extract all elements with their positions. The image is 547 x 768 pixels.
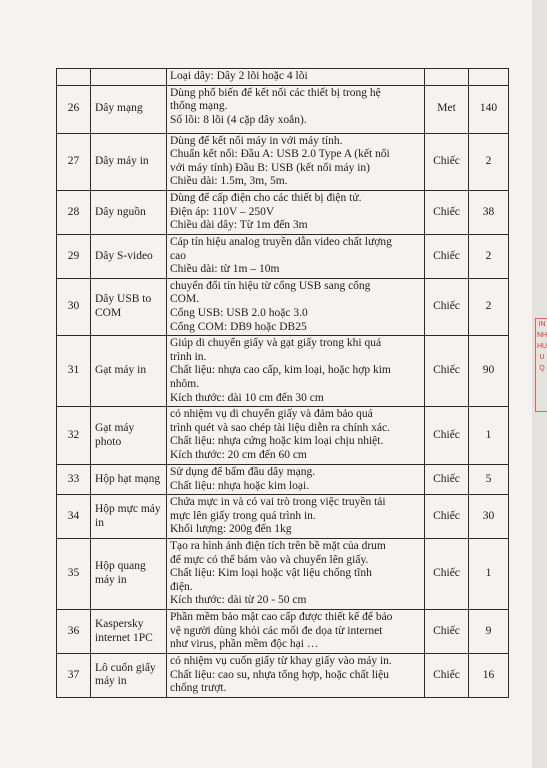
table-row [57, 539, 509, 610]
description-line: Dùng để kết nối máy in với máy tính. [170, 134, 343, 147]
description-line: Cáp tín hiệu analog truyền dẫn video chất lượng [170, 235, 392, 248]
description-line: Kích thước: dài 10 cm đến 30 cm [170, 391, 324, 404]
quantity-cell: 5 [469, 465, 509, 495]
stt-cell: 37 [57, 654, 91, 698]
description-line: vệ người dùng khỏi các mối đe dọa từ internet [170, 624, 383, 637]
description-cell [167, 336, 425, 407]
description-cell [167, 278, 425, 335]
description-cell [167, 133, 425, 190]
stt-cell: 29 [57, 234, 91, 278]
description-line: Dùng để cấp điện cho các thiết bị điện tử. [170, 191, 362, 204]
quantity-cell: 2 [469, 133, 509, 190]
description-cell [167, 610, 425, 654]
unit-cell [425, 69, 469, 86]
unit-cell: Chiếc [425, 465, 469, 495]
table-row [57, 465, 509, 495]
item-name-cell: Hộp hạt mạng [91, 465, 167, 495]
item-name-cell: Gạt máy in [91, 336, 167, 407]
unit-cell: Chiếc [425, 336, 469, 407]
quantity-cell: 140 [469, 85, 509, 133]
description-line: Kích thước: dài từ 20 - 50 cm [170, 594, 307, 607]
description-line: Kích thước: 20 cm đến 60 cm [170, 448, 307, 461]
table-row [57, 407, 509, 465]
stt-cell: 26 [57, 85, 91, 133]
table-row [57, 85, 509, 133]
description-line: Chất liệu: nhựa cứng hoặc kim loại chịu nhiệt. [170, 435, 384, 448]
description-line: Chất liệu: Kim loại hoặc vật liệu chống tĩnh [170, 567, 372, 580]
quantity-cell: 90 [469, 336, 509, 407]
unit-cell: Chiếc [425, 190, 469, 234]
description-line: Chiều dài dây: Từ 1m đến 3m [170, 219, 308, 232]
description-line: chuyển đổi tín hiệu từ cổng USB sang cổng [170, 279, 371, 292]
description-line: có nhiệm vụ di chuyển giấy và đảm bảo quá [170, 408, 373, 421]
unit-cell: Chiếc [425, 407, 469, 465]
description-line: Chứa mực in và có vai trò trong việc truyền tải [170, 496, 386, 509]
description-line: Chất liệu: nhựa hoặc kim loại. [170, 479, 310, 492]
table-row [57, 336, 509, 407]
unit-cell: Chiếc [425, 234, 469, 278]
unit-cell: Met [425, 85, 469, 133]
item-name-cell: Gạt máy photo [91, 407, 167, 465]
stt-cell: 30 [57, 278, 91, 335]
unit-cell: Chiếc [425, 133, 469, 190]
description-line: Chiều dài: từ 1m – 10m [170, 263, 280, 276]
item-name-cell: Kaspersky internet 1PC [91, 610, 167, 654]
description-cell [167, 495, 425, 539]
description-cell [167, 465, 425, 495]
description-line: như virus, phần mềm độc hại … [170, 638, 319, 651]
table-row [57, 495, 509, 539]
quantity-cell: 2 [469, 278, 509, 335]
description-line: để mực có thể bám vào và chuyển lên giấy. [170, 553, 369, 566]
quantity-cell: 1 [469, 539, 509, 610]
item-name-cell: Lô cuốn giấy máy in [91, 654, 167, 698]
quantity-cell: 30 [469, 495, 509, 539]
description-line: Số lõi: 8 lõi (4 cặp dây xoắn). [170, 113, 307, 126]
quantity-cell: 9 [469, 610, 509, 654]
stt-cell [57, 69, 91, 86]
item-name-cell: Dây S-video [91, 234, 167, 278]
description-line: cao [170, 249, 186, 262]
unit-cell: Chiếc [425, 278, 469, 335]
description-cell [167, 654, 425, 698]
quantity-cell: 16 [469, 654, 509, 698]
stt-cell: 32 [57, 407, 91, 465]
table-row [57, 190, 509, 234]
item-name-cell: Dây USB to COM [91, 278, 167, 335]
description-cell [167, 190, 425, 234]
name-cell [91, 69, 167, 86]
table-row [57, 654, 509, 698]
description-line: Chiều dài: 1.5m, 3m, 5m. [170, 175, 288, 188]
quantity-cell: 2 [469, 234, 509, 278]
description-line: trình in. [170, 350, 207, 363]
description-line: với máy tính) Đầu B: USB (kết nối máy in) [170, 161, 370, 174]
description-line: Điện áp: 110V – 250V [170, 205, 275, 218]
description-line: Khối lượng: 200g đến 1kg [170, 523, 292, 536]
description-line: Chuẩn kết nối: Đầu A: USB 2.0 Type A (kết nối [170, 148, 390, 161]
quantity-cell: 38 [469, 190, 509, 234]
description-line: COM. [170, 293, 200, 306]
stt-cell: 35 [57, 539, 91, 610]
description-cell [167, 407, 425, 465]
description-line: Sử dụng để bấm đầu dây mạng. [170, 466, 316, 479]
stt-cell: 28 [57, 190, 91, 234]
item-name-cell: Hộp quang máy in [91, 539, 167, 610]
description-line: thống mạng. [170, 100, 228, 113]
unit-cell: Chiếc [425, 539, 469, 610]
description-cell [167, 234, 425, 278]
desc-line: Loại dây: Dây 2 lõi hoặc 4 lõi [170, 70, 308, 82]
description-line: Dùng phổ biến để kết nối các thiết bị trong hệ [170, 86, 381, 99]
stt-cell: 34 [57, 495, 91, 539]
table-row [57, 133, 509, 190]
item-name-cell: Hộp mực máy in [91, 495, 167, 539]
description-cell [167, 539, 425, 610]
description-cell [167, 85, 425, 133]
description-line: Tạo ra hình ảnh điện tích trên bề mặt của drum [170, 540, 386, 553]
qty-cell [469, 69, 509, 86]
description-line: chống trượt. [170, 682, 227, 695]
description-line: mực lên giấy trong quá trình in. [170, 509, 316, 522]
description-line: Phần mềm bảo mật cao cấp được thiết kế để bảo [170, 611, 393, 624]
desc-cell [167, 69, 425, 86]
description-line: Cổng COM: DB9 hoặc DB25 [170, 320, 307, 333]
description-line: điện. [170, 580, 193, 593]
item-name-cell: Dây mạng [91, 85, 167, 133]
unit-cell: Chiếc [425, 654, 469, 698]
stt-cell: 31 [57, 336, 91, 407]
description-line: Giúp di chuyển giấy và gạt giấy trong khi quá [170, 337, 382, 350]
description-line: trình quét và sao chép tài liệu diễn ra chính xác. [170, 421, 391, 434]
unit-cell: Chiếc [425, 495, 469, 539]
stt-cell: 36 [57, 610, 91, 654]
description-line: Chất liệu: nhựa cao cấp, kim loại, hoặc hợp kim [170, 364, 391, 377]
table-row [57, 610, 509, 654]
stamp-text: NH [536, 332, 547, 339]
equipment-table [56, 68, 509, 698]
description-line: nhôm. [170, 377, 200, 390]
table-row [57, 278, 509, 335]
description-line: có nhiệm vụ cuốn giấy từ khay giấy vào máy in. [170, 655, 392, 668]
stt-cell: 33 [57, 465, 91, 495]
red-stamp [535, 318, 547, 412]
stamp-text: IN [538, 321, 546, 328]
item-name-cell: Dây máy in [91, 133, 167, 190]
description-line: Chất liệu: cao su, nhựa tổng hợp, hoặc chất liệu [170, 668, 389, 681]
stt-cell: 27 [57, 133, 91, 190]
unit-cell: Chiếc [425, 610, 469, 654]
stamp-text: HU [536, 343, 547, 350]
stamp-text: U Q [539, 354, 545, 372]
description-line: Cổng USB: USB 2.0 hoặc 3.0 [170, 306, 308, 319]
table-row-continuation [57, 69, 509, 86]
table-row [57, 234, 509, 278]
item-name-cell: Dây nguồn [91, 190, 167, 234]
quantity-cell: 1 [469, 407, 509, 465]
